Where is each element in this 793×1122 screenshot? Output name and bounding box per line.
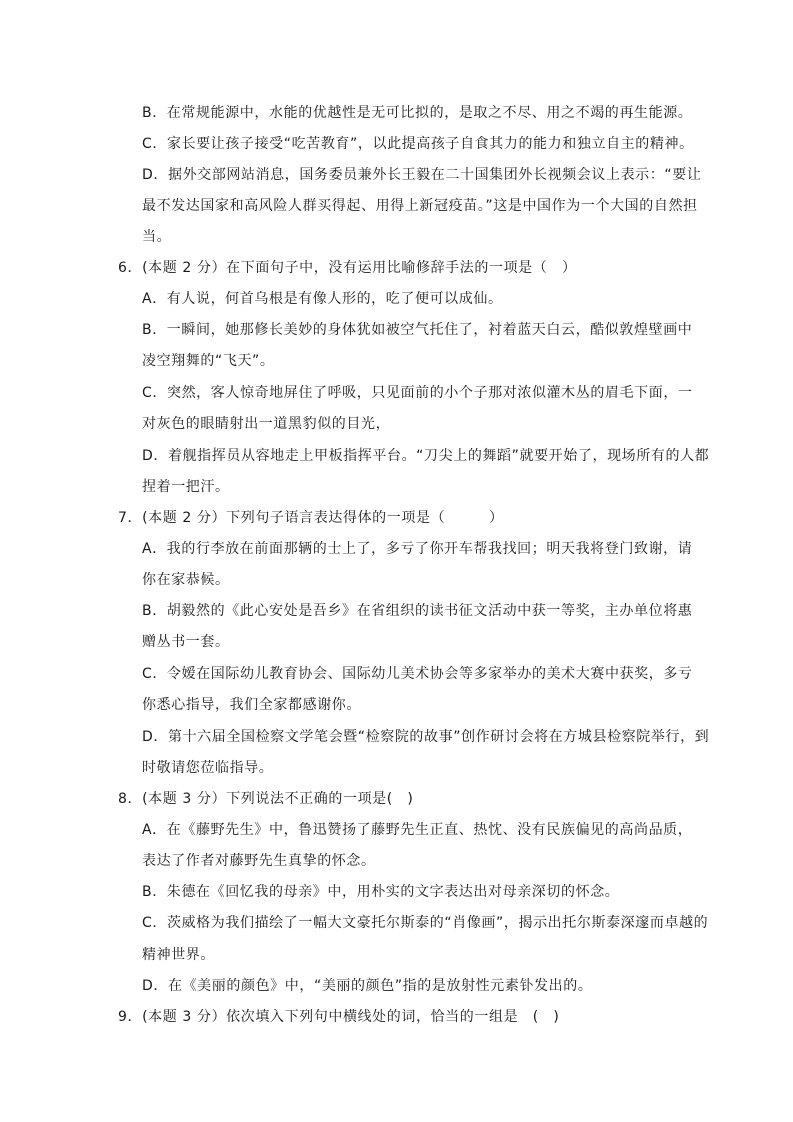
q8-option-c-line1: C．茨威格为我们描绘了一幅大文豪托尔斯泰的“肖像画”，揭示出托尔斯泰深邃而卓越的 xyxy=(142,915,709,931)
q8-option-b: B．朱德在《回忆我的母亲》中，用朴实的文字表达出对母亲深切的怀念。 xyxy=(142,884,620,900)
q8-option-c-line2: 精神世界。 xyxy=(142,947,215,963)
q5-option-c: C．家长要让孩子接受“吃苦教育”，以此提高孩子自食其力的能力和独立自主的精神。 xyxy=(142,136,694,152)
q6-option-d-line1: D．着舰指挥员从容地走上甲板指挥平台。“刀尖上的舞蹈”就要开始了，现场所有的人都 xyxy=(142,448,710,464)
q6-option-d-line2: 捏着一把汗。 xyxy=(142,479,230,495)
q9-stem: 9．(本题 3 分）依次填入下列句中横线处的词，恰当的一组是 ( ) xyxy=(118,1009,560,1025)
q5-option-d-line2: 最不发达国家和高风险人群买得起、用得上新冠疫苗。”这是中国作为一个大国的自然担 xyxy=(142,198,698,214)
q7-option-a-line2: 你在家恭候。 xyxy=(142,572,230,588)
q8-option-a-line1: A．在《藤野先生》中，鲁迅赞扬了藤野先生正直、热忱、没有民族偏见的高尚品质， xyxy=(142,822,693,838)
q5-option-d-line1: D．据外交部网站消息，国务委员兼外长王毅在二十国集团外长视频会议上表示：“要让 xyxy=(142,167,702,183)
q7-option-a-line1: A．我的行李放在前面那辆的士上了，多亏了你开车帮我找回；明天我将登门致谢，请 xyxy=(142,541,693,557)
q6-option-c-line1: C．突然，客人惊奇地屏住了呼吸，只见面前的小个子那对浓似灌木丛的眉毛下面，一 xyxy=(142,385,693,401)
q6-option-c-line2: 对灰色的眼睛射出一道黑豹似的目光， xyxy=(142,416,391,432)
q8-option-a-line2: 表达了作者对藤野先生真挚的怀念。 xyxy=(142,853,376,869)
q7-option-c-line2: 你悉心指导，我们全家都感谢你。 xyxy=(142,697,361,713)
q7-option-b-line1: B．胡毅然的《此心安处是吾乡》在省组织的读书征文活动中获一等奖，主办单位将惠 xyxy=(142,603,693,619)
q6-option-a: A．有人说，何首乌根是有像人形的，吃了便可以成仙。 xyxy=(142,291,503,307)
q6-option-b-line1: B．一瞬间，她那修长美妙的身体犹如被空气托住了，衬着蓝天白云，酷似敦煌壁画中 xyxy=(142,322,693,338)
q8-stem: 8．(本题 3 分）下列说法不正确的一项是( ) xyxy=(118,791,414,807)
q7-option-d-line2: 时敬请您莅临指导。 xyxy=(142,760,274,776)
q8-option-d: D．在《美丽的颜色》中，“美丽的颜色”指的是放射性元素钋发出的。 xyxy=(142,978,593,994)
q7-option-b-line2: 赠丛书一套。 xyxy=(142,634,230,650)
q5-option-d-line3: 当。 xyxy=(142,229,172,245)
q7-option-c-line1: C．令嫒在国际幼儿教育协会、国际幼儿美术协会等多家举办的美术大赛中获奖，多亏 xyxy=(142,666,693,682)
q6-option-b-line2: 凌空翔舞的“飞天”。 xyxy=(142,353,275,369)
q7-stem: 7．(本题 2 分）下列句子语言表达得体的一项是（ ） xyxy=(118,510,504,526)
q5-option-b: B．在常规能源中，水能的优越性是无可比拟的，是取之不尽、用之不竭的再生能源。 xyxy=(142,105,693,121)
q6-stem: 6．(本题 2 分）在下面句子中，没有运用比喻修辞手法的一项是（ ） xyxy=(118,260,577,276)
q7-option-d-line1: D．第十六届全国检察文学笔会暨“检察院的故事”创作研讨会将在方城县检察院举行，到 xyxy=(142,729,710,745)
